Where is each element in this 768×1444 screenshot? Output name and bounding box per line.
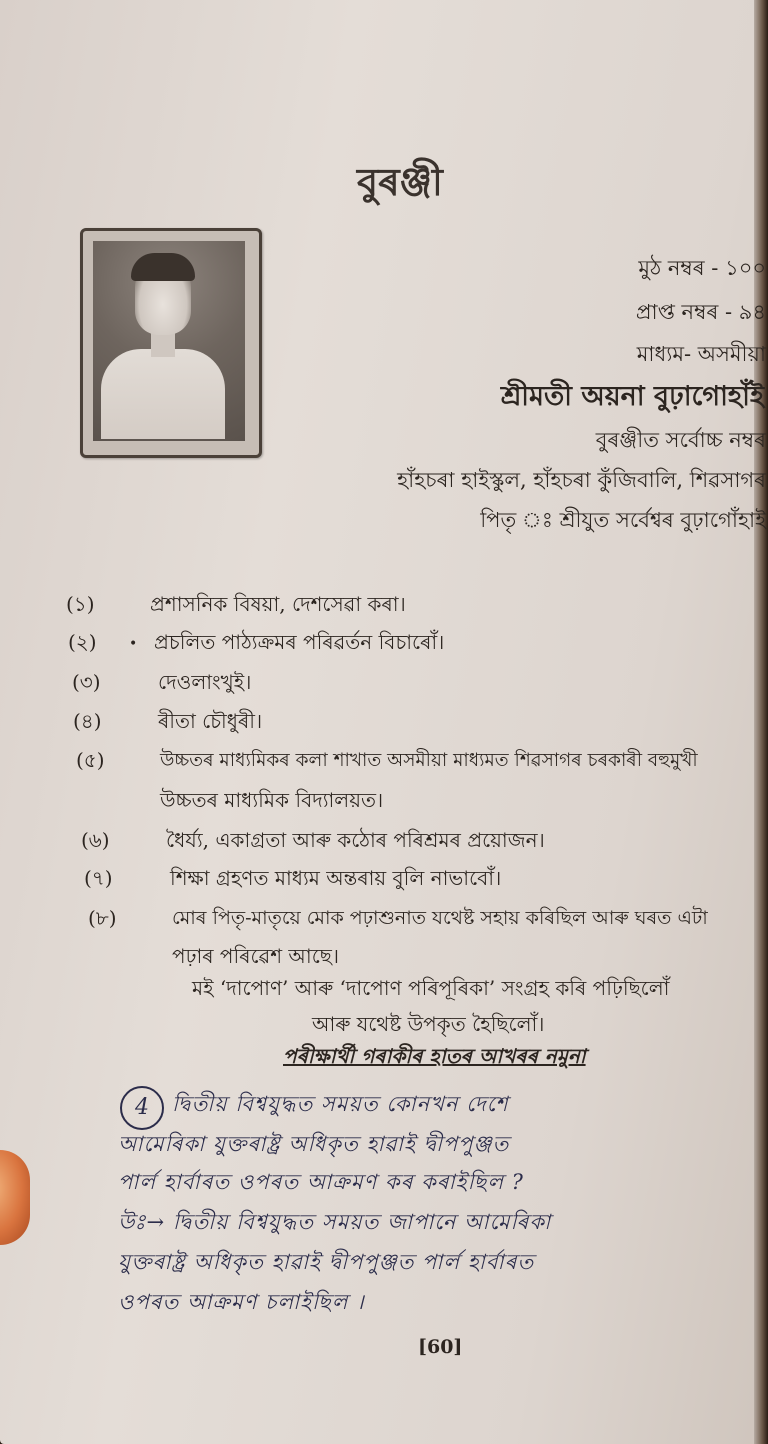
school: হাঁহচৰা হাইস্কুল, হাঁহচৰা কুঁজিবালি, শিৱসাগৰ: [397, 468, 766, 492]
handwritten-line: ওপৰত আক্ৰমণ চলাইছিল ।: [118, 1290, 365, 1314]
handwritten-line: দ্বিতীয় বিশ্বযুদ্ধত সময়ত কোনখন দেশে: [172, 1092, 509, 1116]
handwritten-line: যুক্তৰাষ্ট্ৰ অধিকৃত হাৱাই দ্বীপপুঞ্জত পাৰ্ল হাৰ্বাৰত: [118, 1250, 535, 1274]
obtained-marks: প্ৰাপ্ত নম্বৰ - ৯৪: [635, 300, 766, 324]
answer-number: (৪): [73, 709, 102, 733]
extra-line-1: মই ‘দাপোণ’ আৰু ‘দাপোণ পৰিপূৰিকা’ সংগ্ৰহ কৰি পঢ়িছিলোঁ: [192, 976, 670, 1000]
highest-marks-note: বুৰঞ্জীত সৰ্বোচ্চ নম্বৰ: [595, 428, 766, 452]
answer-number: (২): [68, 630, 97, 654]
answer-text: উচ্চতৰ মাধ্যমিকৰ কলা শাখাত অসমীয়া মাধ্যমত শিৱসাগৰ চৰকাৰী বহুমুখী: [160, 750, 698, 771]
answer-number: (৩): [72, 670, 101, 694]
answer-text: শিক্ষা গ্ৰহণত মাধ্যম অন্তৰায় বুলি নাভাবোঁ।: [170, 866, 502, 890]
thumb: [0, 1150, 30, 1245]
page-edge: [754, 0, 768, 1444]
handwritten-line: উঃ→ দ্বিতীয় বিশ্বযুদ্ধত সময়ত জাপানে আমেৰিকা: [118, 1210, 552, 1234]
answer-text: প্ৰচলিত পাঠ্যক্ৰমৰ পৰিৱৰ্তন বিচাৰোঁ।: [154, 630, 445, 654]
answer-text: প্ৰশাসনিক বিষয়া, দেশসেৱা কৰা।: [150, 592, 406, 616]
answer-number: (৬): [81, 828, 110, 852]
student-photo: [80, 228, 262, 458]
answer-number: (১): [66, 592, 95, 616]
page-number: [60]: [418, 1336, 463, 1358]
answer-text: দেওলাংখুই।: [158, 670, 252, 694]
handwritten-question-number: 4: [120, 1086, 164, 1130]
student-name: শ্ৰীমতী অয়না বুঢ়াগোহাঁই: [500, 381, 764, 412]
medium: মাধ্যম- অসমীয়া: [636, 342, 766, 366]
answer-text: ৰীতা চৌধুৰী।: [158, 709, 263, 733]
answer-number: (৫): [76, 748, 105, 772]
answer-number: (৭): [84, 866, 113, 890]
answer-text: মোৰ পিতৃ-মাতৃয়ে মোক পঢ়াশুনাত যথেষ্ট সহায় কৰিছিল আৰু ঘৰত এটা: [172, 907, 708, 929]
stray-mark: •: [129, 636, 138, 652]
handwritten-line: আমেৰিকা যুক্তৰাষ্ট্ৰ অধিকৃত হাৱাই দ্বীপপুঞ্জত: [118, 1132, 510, 1156]
full-marks: মুঠ নম্বৰ - ১০০: [638, 256, 766, 280]
handwritten-line: পাৰ্ল হাৰ্বাৰত ওপৰত আক্ৰমণ কৰ কৰাইছিল ?: [118, 1170, 524, 1194]
page-title: বুৰঞ্জী: [357, 159, 443, 204]
handwriting-sample-heading: পৰীক্ষাৰ্থী গৰাকীৰ হাতৰ আখৰৰ নমুনা: [283, 1044, 586, 1068]
answer-5-continued: উচ্চতৰ মাধ্যমিক বিদ্যালয়ত।: [160, 788, 384, 812]
answer-text: ধৈৰ্য্য, একাগ্ৰতা আৰু কঠোৰ পৰিশ্ৰমৰ প্ৰয়োজন।: [166, 828, 545, 852]
extra-line-2: আৰু যথেষ্ট উপকৃত হৈছিলোঁ।: [312, 1012, 545, 1036]
answer-number: (৮): [88, 906, 117, 930]
father-name: পিতৃ ঃ শ্ৰীযুত সৰ্বেশ্বৰ বুঢ়াগোঁহাই: [480, 508, 766, 532]
answer-8-continued: পঢ়াৰ পৰিৱেশ আছে।: [172, 944, 340, 968]
